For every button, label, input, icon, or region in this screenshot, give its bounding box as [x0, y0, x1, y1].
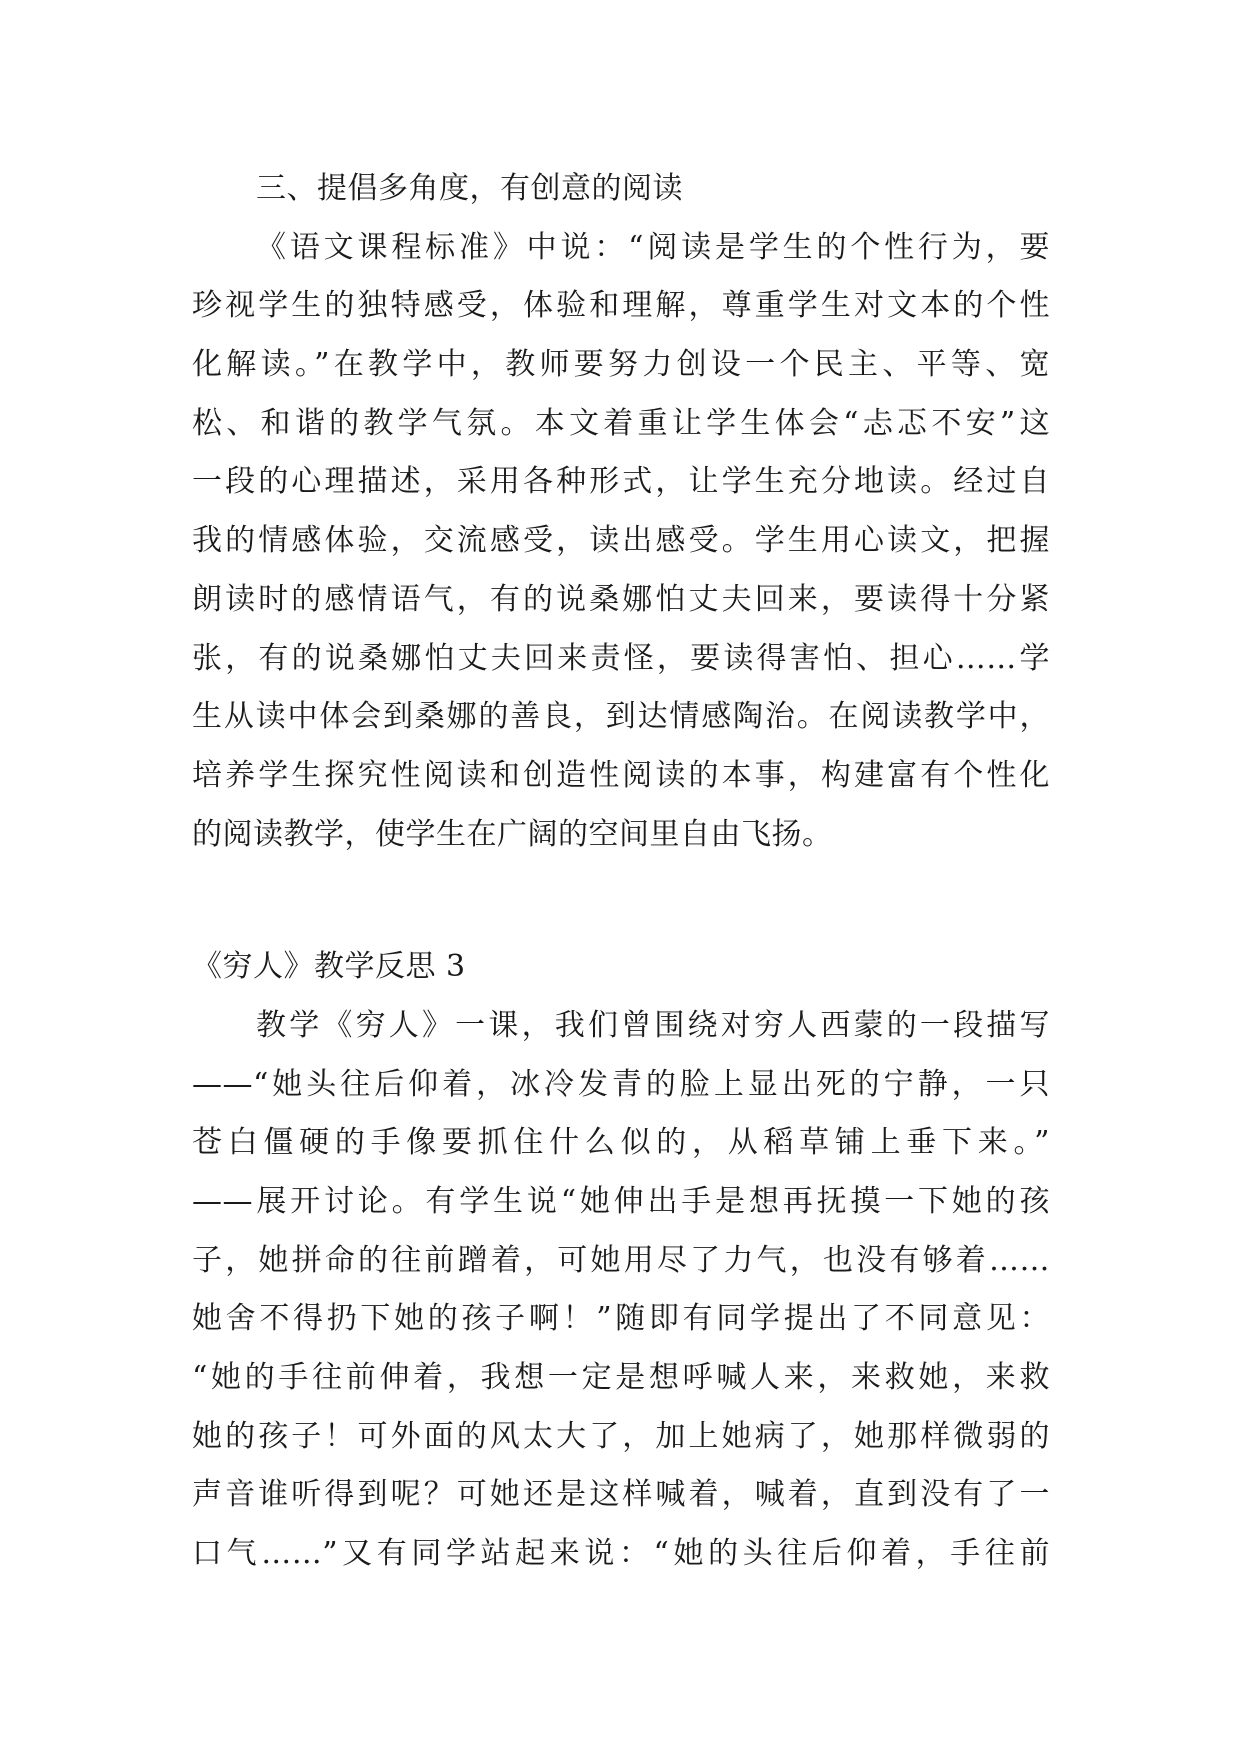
paragraph-line: 口气……”又有同学站起来说：“她的头往后仰着，手往前	[192, 1536, 1050, 1572]
paragraph-line: 的阅读教学，使学生在广阔的空间里自由飞扬。	[192, 816, 833, 852]
paragraph-line: “她的手往前伸着，我想一定是想呼喊人来，来救她，来救	[192, 1360, 1050, 1396]
paragraph-line: ——展开讨论。有学生说“她伸出手是想再抚摸一下她的孩	[192, 1184, 1050, 1219]
paragraph-line: ——“她头往后仰着，冰冷发青的脸上显出死的宁静，一只	[192, 1066, 1050, 1102]
paragraph-line: 朗读时的感情语气，有的说桑娜怕丈夫回来，要读得十分紧	[192, 581, 1050, 617]
paragraph-line: 珍视学生的独特感受，体验和理解，尊重学生对文本的个性	[192, 288, 1050, 324]
document-title: 《穷人》教学反思 3	[192, 949, 466, 985]
paragraph-line: 教学《穷人》一课，我们曾围绕对穷人西蒙的一段描写	[256, 1007, 1050, 1043]
paragraph-line: 培养学生探究性阅读和创造性阅读的本事，构建富有个性化	[192, 757, 1050, 793]
paragraph-line: 《语文课程标准》中说：“阅读是学生的个性行为，要	[256, 229, 1050, 265]
section-heading: 三、提倡多角度，有创意的阅读	[256, 171, 683, 206]
document-page	[192, 160, 1050, 1584]
paragraph-line: 张，有的说桑娜怕丈夫回来责怪，要读得害怕、担心……学	[192, 640, 1050, 676]
paragraph-line: 她舍不得扔下她的孩子啊！”随即有同学提出了不同意见：	[192, 1301, 1050, 1337]
paragraph-line: 她的孩子！可外面的风太大了，加上她病了，她那样微弱的	[192, 1418, 1050, 1454]
paragraph-line: 苍白僵硬的手像要抓住什么似的，从稻草铺上垂下来。”	[192, 1125, 1050, 1161]
paragraph-line: 生从读中体会到桑娜的善良，到达情感陶治。在阅读教学中，	[192, 699, 1050, 735]
paragraph-line: 化解读。”在教学中，教师要努力创设一个民主、平等、宽	[192, 347, 1050, 383]
paragraph-line: 我的情感体验，交流感受，读出感受。学生用心读文，把握	[192, 523, 1050, 559]
section-gap	[192, 864, 1050, 938]
paragraph-line: 声音谁听得到呢？可她还是这样喊着，喊着，直到没有了一	[192, 1477, 1050, 1513]
paragraph-line: 松、和谐的教学气氛。本文着重让学生体会“忐忑不安”这	[192, 405, 1050, 441]
paragraph-line: 一段的心理描述，采用各种形式，让学生充分地读。经过自	[192, 464, 1050, 500]
paragraph-line: 子，她拼命的往前蹭着，可她用尽了力气，也没有够着……	[192, 1242, 1050, 1278]
